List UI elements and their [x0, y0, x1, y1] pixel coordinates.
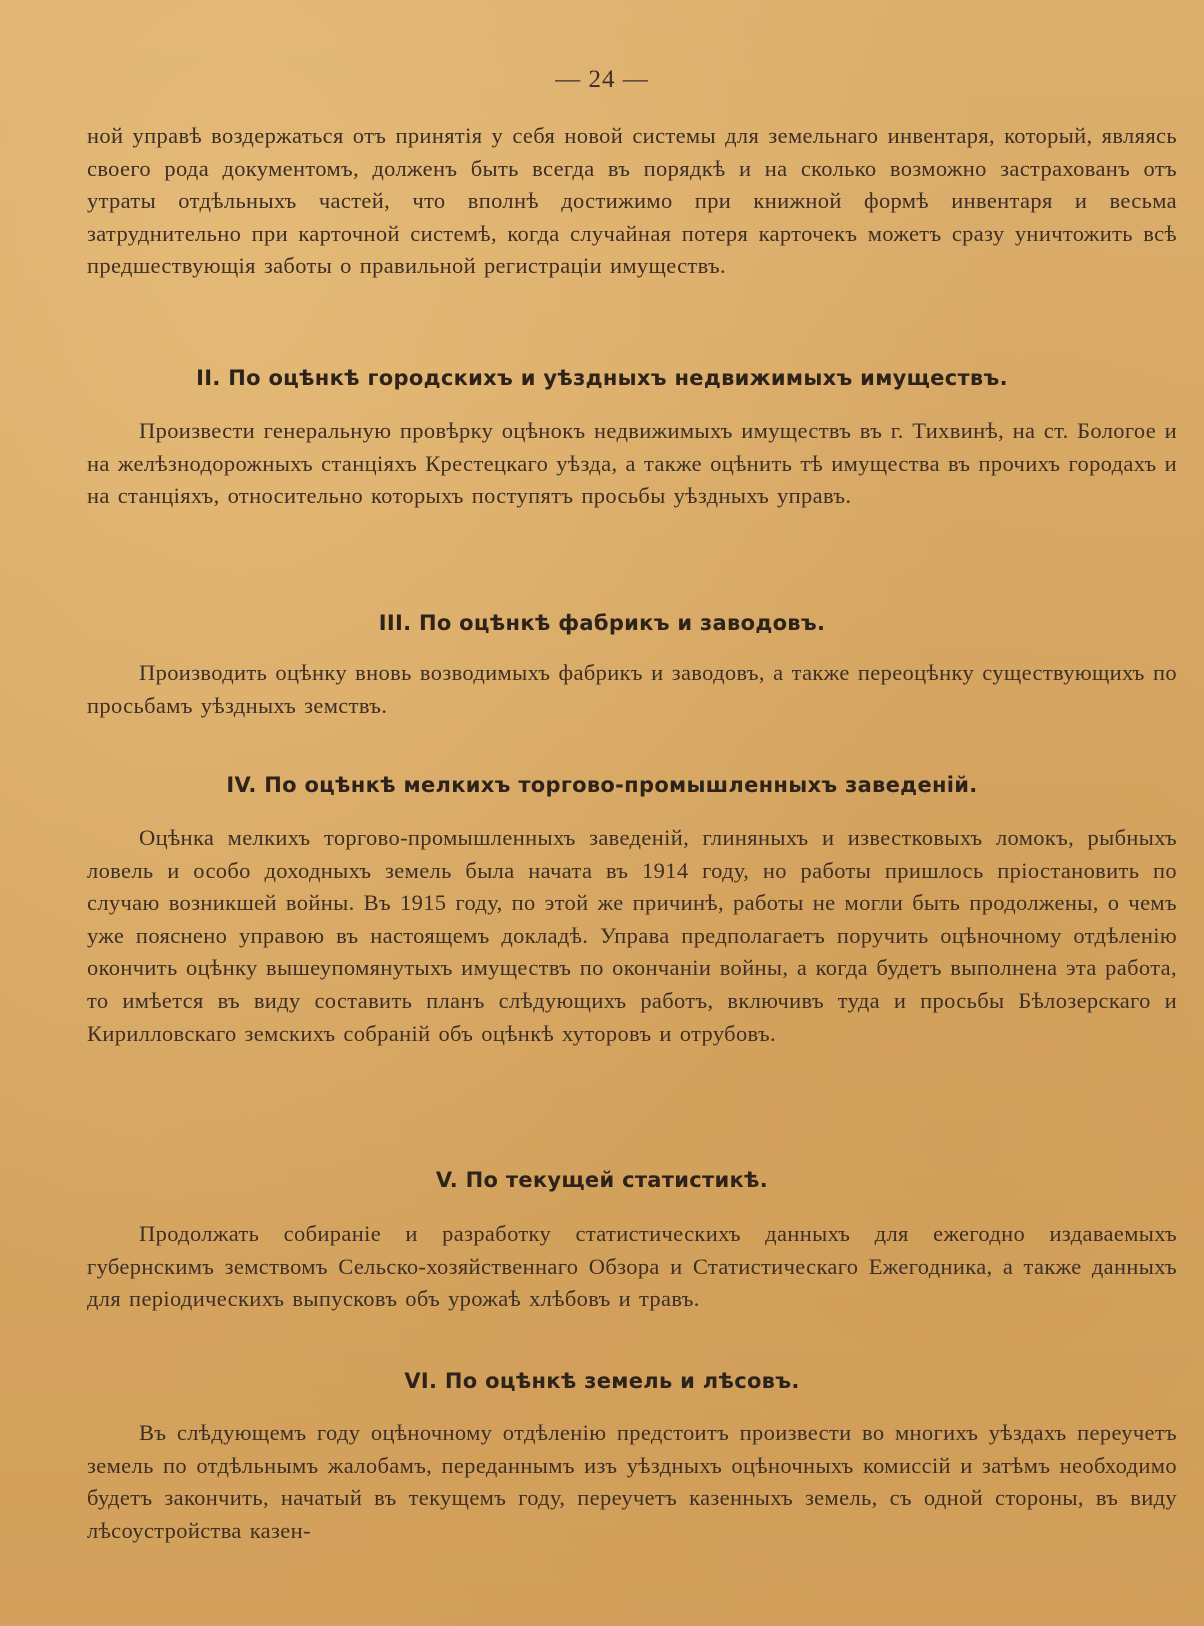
section-paragraph-vi: Въ слѣдующемъ году оцѣночному отдѣленію предстоитъ произвести во многихъ уѣздахъ переучетъ земель по отдѣльнымъ жалобамъ, переданнымъ изъ уѣздныхъ оцѣночныхъ комиссій и затѣмъ необходимо будетъ закончить, начатый въ текущемъ году, переучетъ казенныхъ земель, съ одной стороны, въ виду лѣсоустройства казен-: [87, 1420, 1177, 1543]
section-heading-iv: IV. По оцѣнкѣ мелкихъ торгово-промышленныхъ заведеній.: [226, 773, 978, 797]
section-paragraph-iv: Оцѣнка мелкихъ торгово-промышленныхъ заведеній, глиняныхъ и известковыхъ ломокъ, рыбныхъ ловель и особо доходныхъ земель была начата въ 1914 году, но работы пришлось пріостановить по случаю возникшей войны. Въ 1915 году, по этой же причинѣ, работы не могли быть продолжены, о чемъ уже пояснено управою въ настоящемъ докладѣ. Управа предполагаетъ поручить оцѣночному отдѣленію окончить оцѣнку вышеупомянутыхъ имуществъ по окончаніи войны, а когда будетъ выполнена эта работа, то имѣется въ виду составить планъ слѣдующихъ работъ, включивъ туда и просьбы Бѣлозерскаго и Кирилловскаго земскихъ собраній объ оцѣнкѣ хуторовъ и отрубовъ.: [87, 825, 1177, 1046]
section-paragraph-iii: Производить оцѣнку вновь возводимыхъ фабрикъ и заводовъ, а также переоцѣнку существующихъ по просьбамъ уѣздныхъ земствъ.: [87, 660, 1177, 718]
section-heading-ii: II. По оцѣнкѣ городскихъ и уѣздныхъ недвижимыхъ имуществъ.: [196, 366, 1008, 390]
section-paragraph-ii: Произвести генеральную провѣрку оцѣнокъ недвижимыхъ имуществъ въ г. Тихвинѣ, на ст. Бологое и на желѣзнодорожныхъ станціяхъ Крестецкаго уѣзда, а также оцѣнить тѣ имущества въ прочихъ городахъ и на станціяхъ, относительно которыхъ поступятъ просьбы уѣздныхъ управъ.: [87, 418, 1177, 509]
section-heading-iii: III. По оцѣнкѣ фабрикъ и заводовъ.: [378, 611, 826, 635]
page-number: — 24 —: [555, 66, 649, 93]
section-heading-vi: VI. По оцѣнкѣ земель и лѣсовъ.: [404, 1369, 800, 1393]
section-heading-v: V. По текущей статистикѣ.: [435, 1168, 769, 1192]
section-paragraph-v: Продолжать собираніе и разработку статистическихъ данныхъ для ежегодно издаваемыхъ губернскимъ земствомъ Сельско-хозяйственнаго Обзора и Статистическаго Ежегодника, а также данныхъ для періодическихъ выпусковъ объ урожаѣ хлѣбовъ и травъ.: [87, 1221, 1177, 1312]
intro-paragraph: ной управѣ воздержаться отъ принятія у себя новой системы для земельнаго инвентаря, который, являясь своего рода документомъ, долженъ быть всегда въ порядкѣ и на сколько возможно застрахованъ отъ утраты отдѣльныхъ частей, что вполнѣ достижимо при книжной формѣ инвентаря и весьма затруднительно при карточной системѣ, когда случайная потеря карточекъ можетъ сразу уничтожить всѣ предшествующія заботы о правильной регистраціи имуществъ.: [87, 123, 1177, 279]
